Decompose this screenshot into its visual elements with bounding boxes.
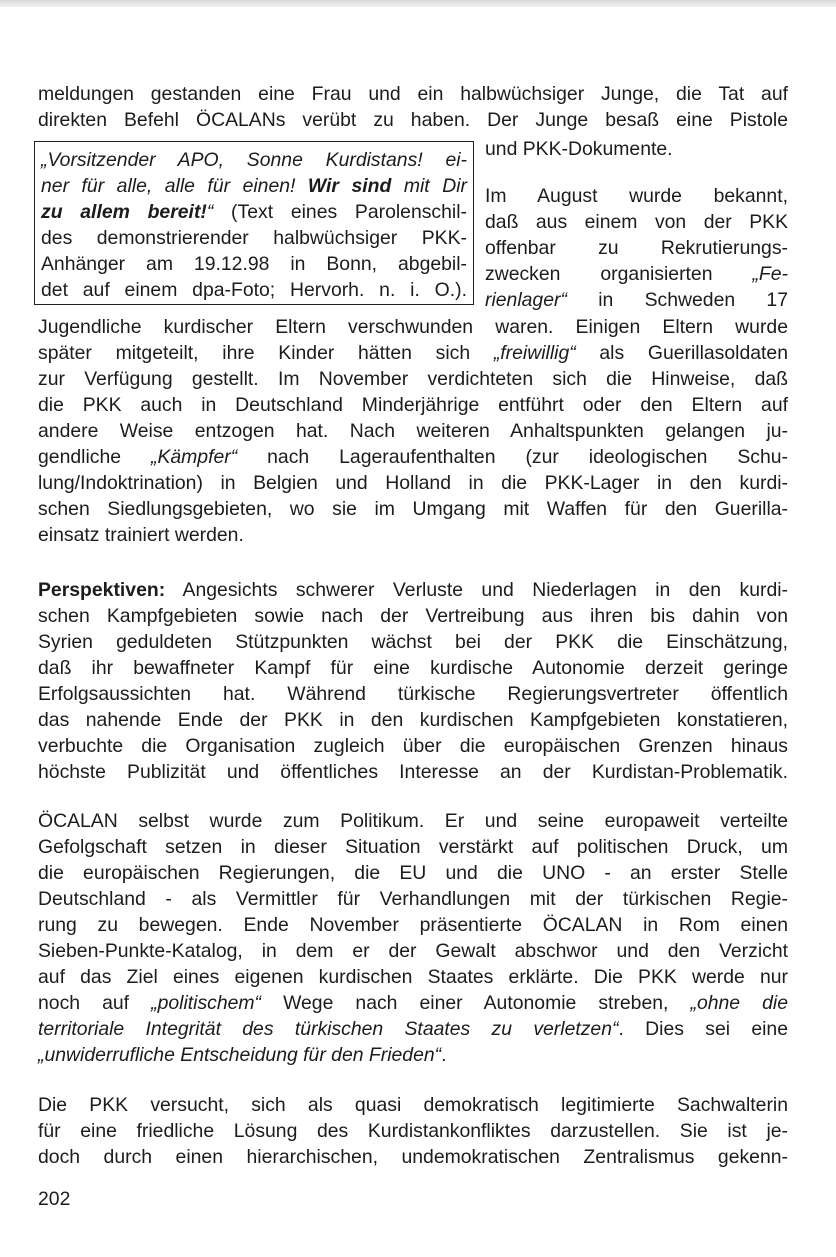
text-run: nach Lageraufenthalten (zur ideologischen Schu- — [237, 446, 788, 468]
text-line — [485, 261, 788, 287]
text-line — [38, 577, 788, 603]
quote-line — [41, 199, 467, 225]
emphasis-text: ner für alle, alle für einen! — [41, 175, 308, 197]
text-run: noch auf — [38, 992, 152, 1014]
section-heading: Perspektiven: — [38, 579, 166, 601]
text-line: höchste Publizität und öffentliches Interesse an der Kurdistan-Problematik. — [38, 761, 788, 783]
text-run: gendliche — [38, 446, 151, 468]
text-line: Sieben-Punkte-Katalog, in dem er der Gewalt abschwor und den Verzicht — [38, 940, 788, 962]
text-line: lung/Indoktrination) in Belgien und Holland in die PKK-Lager in den kurdi- — [38, 472, 788, 494]
text-line: das nahende Ende der PKK in den kurdischen Kampfgebieten konstatieren, — [38, 709, 788, 731]
bold-emphasis-text: zu allem bereit! — [41, 201, 207, 223]
text-line: Gefolgschaft setzen in dieser Situation verstärkt auf politischen Druck, um — [38, 836, 788, 858]
text-line — [38, 444, 788, 470]
text-line: verbuchte die Organisation zugleich über die europäischen Grenzen hinaus — [38, 735, 788, 757]
emphasis-text: „unwiderrufliche Entscheidung für den Frieden“ — [38, 1044, 442, 1066]
text-line: die europäischen Regierungen, die EU und die UNO - an erster Stelle — [38, 862, 788, 884]
emphasis-text: rienlager“ — [485, 289, 567, 311]
text-run: in Schweden 17 — [566, 289, 788, 311]
text-line: daß aus einem von der PKK — [485, 211, 788, 233]
text-line: andere Weise entzogen hat. Nach weiteren Anhaltspunkten gelangen ju- — [38, 420, 788, 442]
text-run: . Dies sei eine — [618, 1018, 788, 1040]
text-line: Im August wurde bekannt, — [485, 185, 788, 207]
text-run: zwecken organisierten — [485, 263, 753, 285]
quote-line — [41, 173, 467, 199]
emphasis-text: „Kämpfer“ — [150, 446, 238, 468]
emphasis-text: „ohne die — [690, 992, 789, 1014]
page-number: 202 — [38, 1188, 71, 1210]
text-line: daß ihr bewaffneter Kampf für eine kurdische Autonomie derzeit geringe — [38, 657, 788, 679]
text-line — [38, 1016, 788, 1042]
text-line: Deutschland - als Vermittler für Verhandlungen mit der türkischen Regie- — [38, 888, 788, 910]
text-line: für eine friedliche Lösung des Kurdistankonfliktes darzustellen. Sie ist je- — [38, 1120, 788, 1142]
top-edge-shadow — [0, 0, 836, 7]
text-line: die PKK auch in Deutschland Minderjährige entführt oder den Eltern auf — [38, 394, 788, 416]
text-line: zur Verfügung gestellt. Im November verdichteten sich die Hinweise, daß — [38, 368, 788, 390]
text-line: ÖCALAN selbst wurde zum Politikum. Er und seine europaweit verteilte — [38, 810, 788, 832]
text-line — [38, 990, 788, 1016]
text-line: rung zu bewegen. Ende November präsentierte ÖCALAN in Rom einen — [38, 914, 788, 936]
text-run: Wege nach einer Autonomie streben, — [261, 992, 691, 1014]
emphasis-text: „politischem“ — [151, 992, 262, 1014]
text-line — [38, 340, 788, 366]
text-run: als Guerillasoldaten — [575, 342, 788, 364]
text-run: Angesichts schwerer Verluste und Niederlagen in den kurdi- — [165, 579, 788, 601]
text-line — [38, 1042, 447, 1068]
text-run: (Text eines Parolenschil- — [213, 201, 467, 223]
text-run: später mitgeteilt, ihre Kinder hätten sich — [38, 342, 494, 364]
text-line: Jugendliche kurdischer Eltern verschwunden waren. Einigen Eltern wurde — [38, 316, 788, 338]
text-line: und PKK-Dokumente. — [485, 138, 673, 160]
emphasis-text: „freiwillig“ — [493, 342, 576, 364]
text-line: offenbar zu Rekrutierungs- — [485, 237, 788, 259]
text-line: doch durch einen hierarchischen, undemokratischen Zentralismus gekenn- — [38, 1146, 788, 1168]
text-line: direkten Befehl ÖCALANs verübt zu haben. Der Junge besaß eine Pistole — [38, 109, 788, 131]
quote-line: des demonstrierender halbwüchsiger PKK- — [41, 227, 467, 249]
text-line: Syrien geduldeten Stützpunkten wächst bei der PKK die Einschätzung, — [38, 631, 788, 653]
bold-emphasis-text: Wir sind — [307, 175, 392, 197]
text-run: . — [441, 1044, 447, 1066]
emphasis-text: mit Dir — [391, 175, 467, 197]
emphasis-text: “ — [206, 201, 214, 223]
text-line: Die PKK versucht, sich als quasi demokratisch legitimierte Sachwalterin — [38, 1094, 788, 1116]
text-line: schen Siedlungsgebieten, wo sie im Umgang mit Waffen für den Guerilla- — [38, 498, 788, 520]
text-line — [485, 287, 788, 313]
quote-line: Anhänger am 19.12.98 in Bonn, abgebil- — [41, 253, 467, 275]
emphasis-text: „Fe- — [752, 263, 788, 285]
quote-line: „Vorsitzender APO, Sonne Kurdistans! ei- — [41, 149, 467, 171]
text-line: schen Kampfgebieten sowie nach der Vertreibung aus ihren bis dahin von — [38, 605, 788, 627]
text-line: Erfolgsaussichten hat. Während türkische Regierungsvertreter öffentlich — [38, 683, 788, 705]
text-line: meldungen gestanden eine Frau und ein halbwüchsiger Junge, die Tat auf — [38, 83, 788, 105]
quote-line: det auf einem dpa-Foto; Hervorh. n. i. O.). — [41, 279, 467, 301]
emphasis-text: territoriale Integrität des türkischen Staates zu verletzen“ — [38, 1018, 619, 1040]
text-line: einsatz trainiert werden. — [38, 524, 244, 546]
text-line: auf das Ziel eines eigenen kurdischen Staates erklärte. Die PKK werde nur — [38, 966, 788, 988]
